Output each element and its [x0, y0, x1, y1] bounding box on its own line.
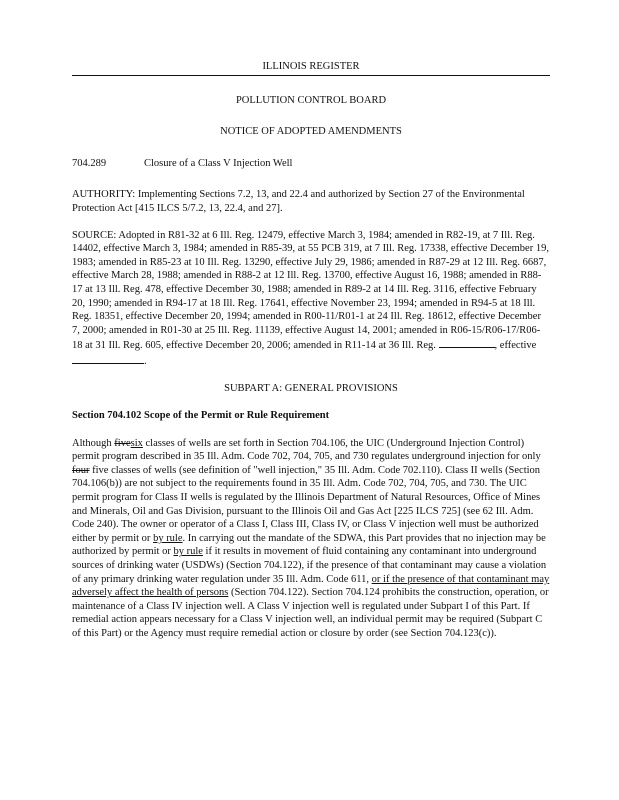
added-text-by-rule-1: by rule [153, 532, 183, 544]
register-title: ILLINOIS REGISTER [262, 61, 360, 72]
source-paragraph [72, 229, 550, 369]
body-text-2: classes of wells are set forth in Section 704.106, the UIC (Underground Injection Control) permit program described in 35 Ill. Adm. Code 702, 704, 705, and 730 regulates underground injection for only [72, 437, 541, 463]
source-text: Adopted in R81-32 at 6 Ill. Reg. 12479, effective March 3, 1984; amended in R82-19, at 7 Ill. Reg. 14402, effective March 3, 1984; amended in R85-39, at 55 PCB 319, at 7 Ill. Reg. 17338, effective December 19, 1983; amended in R85-23 at 10 Ill. Reg. 13290, effective July 29, 1986; amended in R87-29 at 12 Ill. Reg. 6687, effective March 28, 1988; amended in R88-2 at 12 Ill. Reg. 13700, effective August 16, 1988; amended in R88-17 at 13 Ill. Reg. 478, effective December 30, 1988; amended in R89-2 at 14 Ill. Reg. 3116, effective February 20, 1990; amended in R94-17 at 18 Ill. Reg. 17641, effective November 23, 1994; amended in R94-5 at 18 Ill. Reg. 18351, effective December 20, 1994; amended in R00-11/R01-1 at 24 Ill. Reg. 18612, effective December 7, 2000; amended in R01-30 at 25 Ill. Reg. 11139, effective August 14, 2001; amended in R06-15/R06-17/R06-18 at 31 Ill. Reg. 605, effective December 20, 2006; amended in R11-14 at 36 Ill. Reg. [72, 229, 549, 352]
register-page-blank [439, 337, 495, 348]
notice-title: NOTICE OF ADOPTED AMENDMENTS [220, 126, 402, 138]
body-paragraph [72, 437, 550, 641]
body-text-6: (Section 704.122). Section 704.124 prohibits the construction, operation, or maintenance of a Class IV injection well. A Class V injection well is regulated under Subpart I of this Part. If remedial action appears necessary for a Class V injection well, an individual permit may be required (Subpart C of this Part) or the Agency must require remedial action or closure by order (see Section 704.123(c)). [72, 587, 549, 639]
struck-text-four: four [72, 464, 90, 476]
body-text-1: Although [72, 437, 112, 449]
section-number: 704.289 [72, 157, 107, 169]
added-text-health: or if the presence of that contaminant may adversely affect the health of persons [72, 573, 550, 599]
source-label: SOURCE: [72, 229, 117, 241]
register-header [72, 60, 550, 76]
board-title: POLLUTION CONTROL BOARD [235, 94, 387, 106]
struck-text-five: five [114, 437, 131, 449]
section-title: Closure of a Class V Injection Well [144, 157, 293, 169]
added-text-six: six [130, 437, 143, 449]
effective-date-blank [72, 353, 144, 364]
authority-label: AUTHORITY: [72, 189, 136, 201]
added-text-by-rule-2: by rule [173, 546, 203, 558]
source-end: . [144, 355, 147, 367]
section-line [72, 157, 579, 171]
section-heading: Section 704.102 Scope of the Permit or Rule Requirement [72, 410, 330, 422]
body-text-4: . In carrying out the mandate of the SDWA, this Part provides that no injection may be authorized by permit or [72, 532, 546, 558]
subpart-title: SUBPART A: GENERAL PROVISIONS [224, 382, 398, 394]
body-text-5: if it results in movement of fluid containing any contaminant into underground sources of drinking water (USDWs) (Section 704.122), if the presence of that contaminant may cause a violation of any primary drinking water regulation under 35 Ill. Adm. Code 611, [72, 546, 547, 585]
authority-paragraph [72, 188, 550, 215]
source-effective-label: , effective [494, 340, 537, 352]
body-text-3: five classes of wells (see definition of "well injection," 35 Ill. Adm. Code 702.110). Class II wells (Section 704.106(b)) are not subject to the requirements found in 35 Ill. Adm. Code 702, 704, 705, and 730. The UIC permit program for Class II wells is regulated by the Illinois Department of Natural Resources, Office of Mines and Minerals, Oil and Gas Division, pursuant to the Illinois Oil and Gas Act [225 ILCS 725] (see 62 Ill. Adm. Code 240). The owner or operator of a Class I, Class III, Class IV, or Class V injection well must be authorized either by permit or [72, 464, 541, 544]
authority-text: Implementing Sections 7.2, 13, and 22.4 and authorized by Section 27 of the Environmental Protection Act [415 ILCS 5/7.2, 13, 22.4, and 27]. [72, 189, 525, 214]
